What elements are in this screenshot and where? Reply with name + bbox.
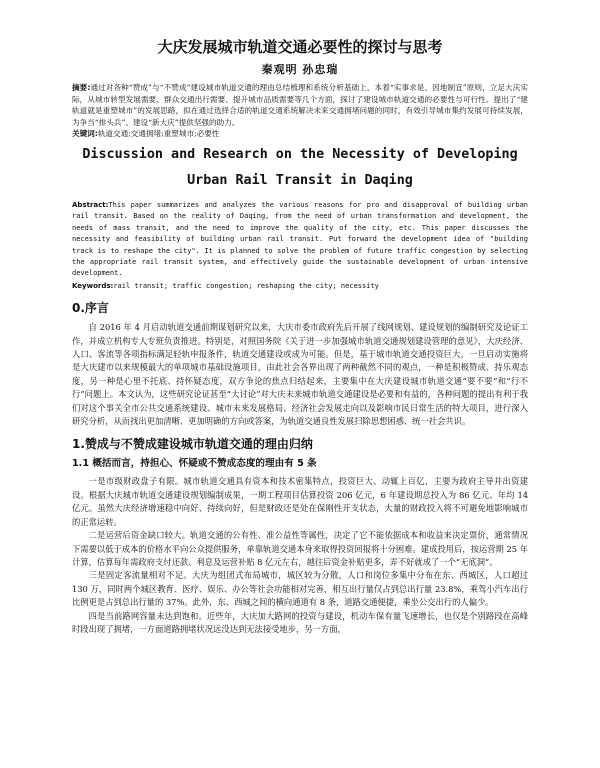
abstract-text-english: This paper summarizes and analyzes the various reasons for pro and disapproval of building urban rail transit. Based on the reality of Daqing, from the need of urban transformation and development, the needs of mass transit, and the need to improve the quality of the city, etc. This paper discusses the necessity and feasibility of building urban rail transit. Put forward the development idea of "building track is to reshape the city". It is planned to solve the problem of future traffic congestion by selecting the appropriate rail transit system, and effectively guide the sustainable development of urban intensive development. xyxy=(72,200,528,278)
body-paragraph: 一是市级财政盘子有限。城市轨道交通具有资本和技术密集特点，投资巨大、动辄上百亿，主要为政府主导并出资建设。根据大庆城市轨道交通建设规划编制成果，一期工程项目估算投资 206 亿元，6 年建设期总投入为 86 亿元、年均 14 亿元。虽然大庆经济增速稳中向好、持续向好，但是财政还是处在保刚性开支状态，大量的财政投入将不可避免地影响城市的正常运转。 xyxy=(72,476,528,527)
paper-title-english xyxy=(72,142,528,194)
abstract-label-chinese: 摘要: xyxy=(72,83,91,92)
keywords-label-english: Keywords: xyxy=(72,281,114,290)
paper-page xyxy=(72,36,528,636)
body-paragraph: 四是当前路网容量未达到饱和。近些年，大庆加大路网的投资与建设，机动车保有量飞速增长，也仅是个别路段在高峰时段出现了拥堵，一方面道路拥堵状况远没达到无法接受地步，另一方面， xyxy=(72,610,528,634)
abstract-chinese xyxy=(72,82,528,128)
preface-paragraph: 自 2016 年 4 月启动轨道交通前期谋划研究以来，大庆市委市政府先后开展了线网规划、建设规划的编制研究及论证工作，并成立机构专人专班负责推进。特别是，对照国务院《关于进一步加强城市轨道交通规划建设管理的意见》，大庆经济、人口、客流等各项指标满足轻轨申报条件，轨道交通建设或成为可能。但是，基于城市轨道交通投资巨大，一旦启动实施将是大庆建市以来规模最大的单项城市基础设施项目，由此社会各界出现了两种截然不同的观点，一种是积极赞成、持乐观态度，另一种是心里不托底、持怀疑态度，双方争论的焦点归结起来，主要集中在大庆建设城市轨道交通“要不要”和“行不行”问题上。本文认为，这些研究论证甚至“大讨论”对大庆未来城市轨道交通建设是必要和有益的，各种问题的提出有利于我们对这个事关全市公共交通系统建设、城市未来发展格局、经济社会发展走向以及影响市民日常生活的特大项目，进行深入研究分析，从而找出更加清晰、更加明确的方向或答案，为轨道交通良性发展扫除思想困惑、统一社会共识。 xyxy=(72,322,528,427)
subsection-heading-1-1: 1.1 概括而言，持担心、怀疑或不赞成态度的理由有 5 条 xyxy=(72,458,317,470)
keywords-chinese xyxy=(72,128,528,140)
section-heading-preface: 0.序言 xyxy=(72,301,109,316)
paper-authors: 秦观明 孙忠瑞 xyxy=(261,63,339,76)
paper-title-chinese: 大庆发展城市轨道交通必要性的探讨与思考 xyxy=(157,38,443,56)
abstract-text-chinese: 通过对各种“赞成”与“不赞成”建设城市轨道交通的理由总结梳理和系统分析基础上，本着“实事求是、因地制宜”原则，立足大庆实际，从城市转型发展需要、群众交通出行需要、提升城市品质需要等几个方面，探讨了建设城市轨道交通的必要性与可行性。提出了“建轨道就是重塑城市”的发展思路，拟在通过选择合适的轨道交通系统解决未来交通拥堵问题的同时，有效引导城市集约发展可持续发展，为争当“排头兵”、建设“新大庆”提供坚强的助力。 xyxy=(72,83,528,127)
body-paragraph: 三是固定客流量相对不足。大庆为组团式布局城市，城区较为分散，人口和岗位多集中分布在东、西城区，人口超过 130 万，同时两个城区教育、医疗、娱乐、办公等社会功能相对完善，相互出行量仅占到总出行量 23.8%，乘驾小汽车出行比例更是占到总出行量的 37%。此外，东、西城之间的横向通道有 8 条，道路交通便捷，乘坐公交出行的人偏少。 xyxy=(72,570,528,608)
keywords-english xyxy=(72,281,528,292)
title-english-line-1: Discussion and Research on the Necessity of Developing xyxy=(82,146,518,162)
keywords-text-english: rail transit; traffic congestion; reshaping the city; necessity xyxy=(113,281,379,290)
section-heading-reasons: 1.赞成与不赞成建设城市轨道交通的理由归纳 xyxy=(72,437,313,452)
keywords-label-chinese: 关键词: xyxy=(72,129,98,139)
body-paragraph: 二是运营后资金缺口较大。轨道交通的公有性、准公益性等属性，决定了它不能依据成本和收益来决定票价，通常情况下需要以低于成本的价格水平向公众提供服务，单靠轨道交通本身来取得投资回报将十分困难。建成投用后，按运营期 25 年计算，估算每年需政府支付还款、利息及运营补贴 8 亿元左右，越往后资金补贴更多，弄不好就成了一个“无底洞”。 xyxy=(72,530,528,567)
abstract-label-english: Abstract: xyxy=(72,200,109,209)
title-english-line-2: Urban Rail Transit in Daqing xyxy=(187,172,413,188)
abstract-english xyxy=(72,200,528,280)
keywords-text-chinese: 轨道交通;交通拥堵;重塑城市;必要性 xyxy=(97,129,220,139)
